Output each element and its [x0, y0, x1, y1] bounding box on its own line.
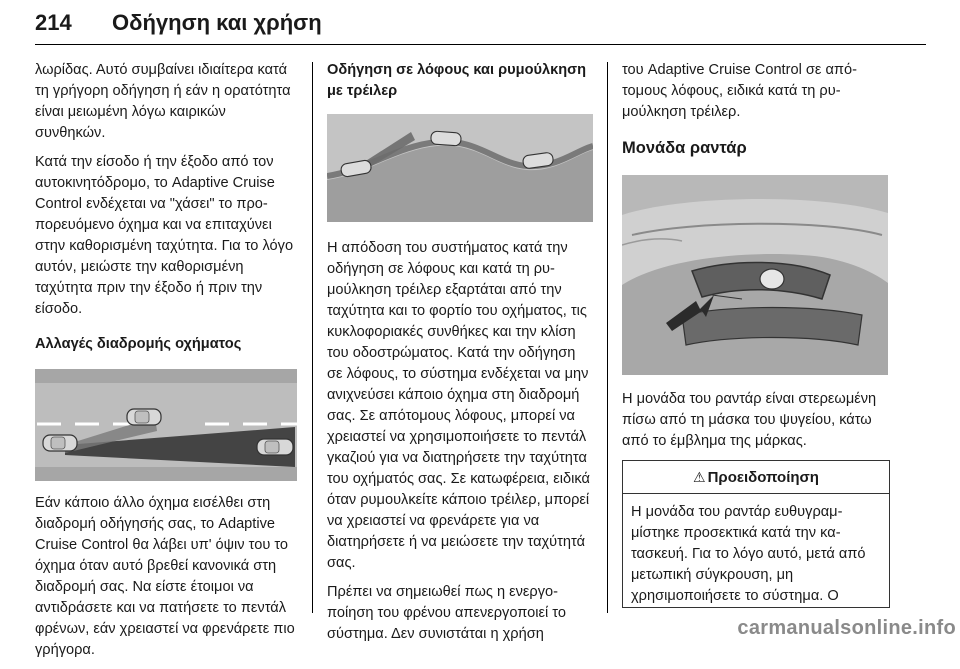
section-heading: Οδήγηση σε λόφους και ρυμούλκηση με τρέιλερ	[327, 62, 587, 99]
paragraph: Πρέπει να σημειωθεί πως η ενεργοποίηση του φρένου απενεργοποιεί το σύστημα. Δεν συνιστάται η χρήση	[327, 584, 566, 642]
radar-location-illustration	[622, 175, 888, 375]
header-rule	[35, 44, 926, 45]
paragraph: Η μονάδα του ραντάρ είναι στερεωμένη πίσω από τη μάσκα του ψυγείου, κάτω από το έμβλημα της μάρκας.	[622, 391, 877, 449]
column-2	[327, 60, 593, 653]
page-title: Οδήγηση και χρήση	[112, 10, 322, 35]
lane-change-illustration	[35, 369, 297, 481]
column-1	[35, 60, 297, 669]
warning-body	[623, 494, 889, 607]
warning-title: Προειδοποίηση	[707, 469, 819, 486]
paragraph: Η απόδοση του συστήματος κατά την οδήγηση σε λόφους και κατά τη ρυμούλκηση τρέιλερ εξαρτάται από την ταχύτητα και το φορτίο του οχήματος, τις κυκλοφοριακές συνθήκες και την κλίση του οδοστρώματος. Κατά την οδήγηση σε λόφους, το σύστημα ενδέχεται να μην ανιχνεύσει κάποιο όχημα στη διαδρομή σας. Σε απότομους λόφους, μπορεί να χρειαστεί να χρησιμοποιήσετε το πεντάλ γκαζιού για να διατηρήσετε την ταχύτητα του οχήματός σας. Σε κατωφέρεια, ειδικά όταν ρυμουλκείτε κάποιο τρέιλερ, μπορεί να χρειαστεί να φρενάρετε για να διατηρήσετε ή να μειώσετε την ταχύτητά σας.	[327, 240, 590, 571]
paragraph: Εάν κάποιο άλλο όχημα εισέλθει στη διαδρομή οδήγησής σας, το Adaptive Cruise Control θα λάβει υπ' όψιν του το όχημα όταν αυτό βρεθεί κανονικά στη διαδρομή σας. Να είστε έτοιμοι να αντιδράσετε και να πατήσετε το πεντάλ φρένων, εάν χρειαστεί να φρενάρετε πιο γρήγορα.	[35, 495, 295, 658]
paragraph: Κατά την είσοδο ή την έξοδο από τον αυτοκινητόδρομο, το Adaptive Cruise Control ενδέχεται να "χάσει" το προπορευόμενο όχημα και να επιταχύνει στην καθορισμένη ταχύτητα. Για το λόγο αυτόν, μειώστε την καθορισμένη ταχύτητα πριν την έξοδο ή πριν την είσοδο.	[35, 154, 294, 317]
warning-box	[622, 460, 890, 608]
column-divider	[607, 62, 608, 613]
paragraph: λωρίδας. Αυτό συμβαίνει ιδιαίτερα κατά τη γρήγορη οδήγηση ή εάν η ορατότητα είναι μειωμένη λόγω καιρικών συνθηκών.	[35, 62, 291, 141]
paragraph: του Adaptive Cruise Control σε απότομους λόφους, ειδικά κατά τη ρυμούλκηση τρέιλερ.	[622, 62, 857, 120]
warning-header	[623, 461, 889, 494]
warning-triangle-icon: ⚠	[693, 469, 706, 485]
warning-text: Η μονάδα του ραντάρ ευθυγραμμίστηκε προσεκτικά κατά την κατασκευή. Για το λόγο αυτό, μετά από μετωπική σύγκρουση, μη χρησιμοποιήσετε το σύστημα. Ο	[631, 504, 866, 604]
column-3	[622, 60, 890, 608]
section-heading: Μονάδα ραντάρ	[622, 139, 747, 157]
hill-driving-illustration	[327, 114, 593, 222]
watermark: carmanualsonline.info	[737, 617, 956, 639]
column-divider	[312, 62, 313, 613]
page-number: 214	[35, 10, 72, 35]
section-heading: Αλλαγές διαδρομής οχήματος	[35, 336, 242, 352]
